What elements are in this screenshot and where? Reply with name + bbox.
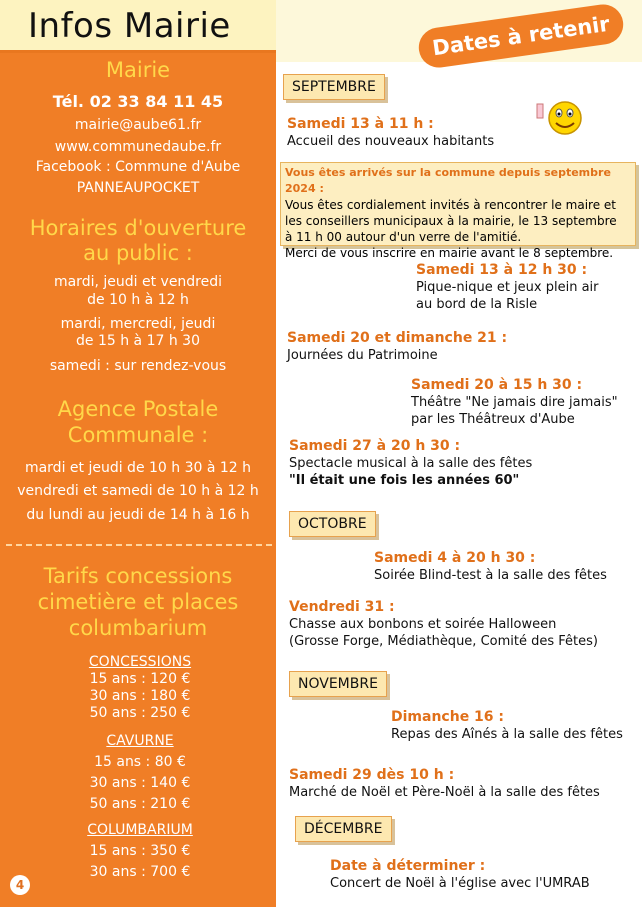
event-date: Samedi 13 à 11 h : xyxy=(287,116,434,132)
concessions-row: 30 ans : 180 € xyxy=(89,688,191,704)
cavurne-block xyxy=(60,731,220,815)
concessions-row: 15 ans : 120 € xyxy=(89,671,191,687)
horaires-line1a: mardi, jeudi et vendredi xyxy=(53,274,223,290)
month-october: OCTOBRE xyxy=(289,511,376,537)
event-patrimoine xyxy=(287,330,507,364)
page-title: Infos Mairie xyxy=(28,6,231,46)
columbarium-title: COLUMBARIUM xyxy=(87,822,193,838)
info-heading: Vous êtes arrivés sur la commune depuis septembre 2024 : xyxy=(285,166,611,195)
event-desc: par les Théâtreux d'Aube xyxy=(411,412,575,427)
event-desc: Théâtre "Ne jamais dire jamais" xyxy=(411,395,618,410)
agence-heading-1: Agence Postale xyxy=(57,397,219,421)
divider xyxy=(6,544,272,546)
agence-line3: du lundi au jeudi de 14 h à 16 h xyxy=(26,507,250,523)
horaires-heading-1: Horaires d'ouverture xyxy=(29,216,247,240)
columbarium-block xyxy=(60,820,220,883)
event-desc: Concert de Noël à l'église avec l'UMRAB xyxy=(330,876,590,891)
event-desc: Journées du Patrimoine xyxy=(287,348,438,363)
month-november: NOVEMBRE xyxy=(289,671,387,697)
event-date: Vendredi 31 : xyxy=(289,599,395,615)
info-line: à 11 h 00 autour d'un verre de l'amitié. xyxy=(285,230,522,244)
agence-line2: vendredi et samedi de 10 h à 12 h xyxy=(17,483,259,499)
event-desc: au bord de la Risle xyxy=(416,297,538,312)
concessions-row: 50 ans : 250 € xyxy=(89,705,191,721)
mairie-facebook: Facebook : Commune d'Aube xyxy=(35,159,241,175)
cavurne-title: CAVURNE xyxy=(106,733,174,749)
event-halloween xyxy=(289,599,598,650)
info-line: Merci de vous inscrire en mairie avant le 8 septembre. xyxy=(285,246,614,260)
event-pique-nique xyxy=(416,262,599,313)
event-date: Samedi 4 à 20 h 30 : xyxy=(374,550,536,566)
event-blind-test xyxy=(374,550,607,584)
title-band xyxy=(0,0,276,53)
event-desc: Spectacle musical à la salle des fêtes xyxy=(289,456,533,471)
columbarium-row: 30 ans : 700 € xyxy=(89,864,191,880)
mairie-email: mairie@aube61.fr xyxy=(74,117,202,133)
tarifs-heading-3: columbarium xyxy=(68,616,208,640)
info-box xyxy=(280,162,636,260)
tarifs-heading-2: cimetière et places xyxy=(37,590,239,614)
event-desc: (Grosse Forge, Médiathèque, Comité des Fêtes) xyxy=(289,634,598,649)
concessions-block xyxy=(60,654,220,722)
event-desc: Pique-nique et jeux plein air xyxy=(416,280,599,295)
month-september: SEPTEMBRE xyxy=(283,74,385,100)
agence-line1: mardi et jeudi de 10 h 30 à 12 h xyxy=(24,460,252,476)
info-line: les conseillers municipaux à la mairie, le 13 septembre xyxy=(285,214,617,228)
mairie-website: www.communedaube.fr xyxy=(54,139,222,155)
horaires-heading-2: au public : xyxy=(83,241,193,265)
columbarium-row: 15 ans : 350 € xyxy=(89,843,191,859)
event-desc: Soirée Blind-test à la salle des fêtes xyxy=(374,568,607,583)
event-date: Samedi 20 à 15 h 30 : xyxy=(411,377,583,393)
event-desc: Marché de Noël et Père-Noël à la salle des fêtes xyxy=(289,785,600,800)
agence-heading-2: Communale : xyxy=(67,423,209,447)
horaires-line3: samedi : sur rendez-vous xyxy=(49,358,227,374)
event-theatre xyxy=(411,377,618,428)
event-concert xyxy=(330,858,590,892)
concessions-title: CONCESSIONS xyxy=(88,654,192,670)
horaires-line2a: mardi, mercredi, jeudi xyxy=(60,316,216,332)
smiley-cheers-icon xyxy=(536,98,582,138)
event-date: Samedi 13 à 12 h 30 : xyxy=(416,262,588,278)
cavurne-row: 50 ans : 210 € xyxy=(89,796,191,812)
cavurne-row: 30 ans : 140 € xyxy=(89,775,191,791)
event-date: Dimanche 16 : xyxy=(391,709,505,725)
event-accueil xyxy=(287,116,494,150)
event-date: Date à déterminer : xyxy=(330,858,486,874)
cavurne-row: 15 ans : 80 € xyxy=(94,754,186,770)
mairie-panneau: PANNEAUPOCKET xyxy=(76,180,200,196)
event-desc: Repas des Aînés à la salle des fêtes xyxy=(391,727,623,742)
mairie-phone: Tél. 02 33 84 11 45 xyxy=(52,92,224,111)
event-date: Samedi 27 à 20 h 30 : xyxy=(289,438,461,454)
info-line: Vous êtes cordialement invités à rencontrer le maire et xyxy=(285,198,616,212)
event-desc: Accueil des nouveaux habitants xyxy=(287,134,495,149)
horaires-line1b: de 10 h à 12 h xyxy=(87,292,189,308)
event-spectacle xyxy=(289,438,532,489)
event-repas-aines xyxy=(391,709,623,743)
page-number: 4 xyxy=(10,875,30,895)
dates-ribbon: Dates à retenir xyxy=(416,2,626,70)
event-date: Samedi 29 dès 10 h : xyxy=(289,767,455,783)
event-date: Samedi 20 et dimanche 21 : xyxy=(287,330,508,346)
mairie-heading: Mairie xyxy=(105,58,171,82)
horaires-line2b: de 15 h à 17 h 30 xyxy=(76,333,200,349)
month-december: DÉCEMBRE xyxy=(295,816,392,842)
event-desc: "Il était une fois les années 60" xyxy=(289,473,520,488)
event-desc: Chasse aux bonbons et soirée Halloween xyxy=(289,617,557,632)
tarifs-heading-1: Tarifs concessions xyxy=(43,564,233,588)
event-marche-noel xyxy=(289,767,600,801)
